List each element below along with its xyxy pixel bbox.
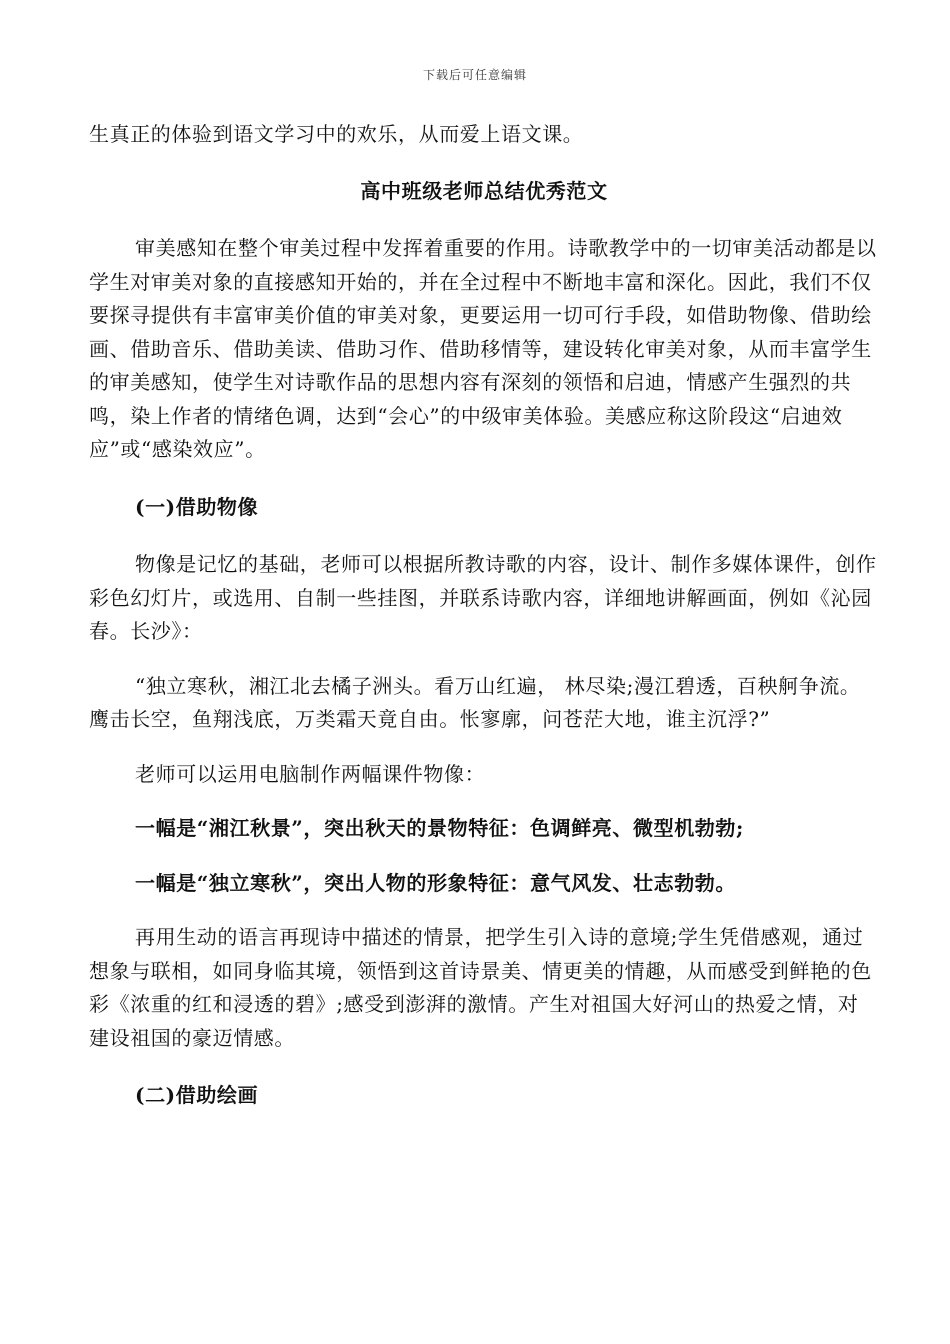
paragraph-aesthetic-perception: 审美感知在整个审美过程中发挥着重要的作用。诗歌教学中的一切审美活动都是以学生对审美对象的直接感知开始的，并在全过程中不断地丰富和深化。因此，我们不仅要探寻提供有丰富审美价值的审美对象，更要运用一切可行手段，如借助物像、借助绘画、借助音乐、借助美读、借助习作、借助移情等，建设转化审美对象，从而丰富学生的审美感知，使学生对诗歌作品的思想内容有深刻的领悟和启迪，情感产生强烈的共鸣，染上作者的情绪色调，达到“会心”的中级审美体验。美感应称这阶段这“启迪效应”或“感染效应”。	[89, 236, 877, 461]
paragraph-vivid-language: 再用生动的语言再现诗中描述的情景，把学生引入诗的意境;学生凭借感观，通过想象与联相，如同身临其境，领悟到这首诗景美、情更美的情趣，从而感受到鲜艳的色彩《浓重的红和浸透的碧》;感受到澎湃的激情。产生对祖国大好河山的热爱之情，对建设祖国的豪迈情感。	[89, 925, 872, 1050]
paragraph-objects: 物像是记忆的基础，老师可以根据所教诗歌的内容，设计、制作多媒体课件，创作彩色幻灯片，或选用、自制一些挂图，并联系诗歌内容，详细地讲解画面，例如《沁园春。长沙》：	[89, 552, 877, 643]
document-body	[89, 118, 879, 1113]
poem-quote: “独立寒秋，湘江北去橘子洲头。看万山红遍， 林尽染;漫江碧透，百秧舸争流。鹰击长空，鱼翔浅底，万类霜天竟自由。怅寥廓，问苍茫大地，谁主沉浮?”	[89, 673, 861, 731]
document-title: 高中班级老师总结优秀范文	[360, 178, 608, 203]
paragraph-courseware: 老师可以运用电脑制作两幅课件物像：	[135, 761, 486, 786]
section-heading-objects: (一)借助物像	[135, 494, 259, 519]
section-heading-painting: (二)借助绘画	[135, 1083, 259, 1107]
bold-line-standing-alone: 一幅是“独立寒秋”，突出人物的形象特征：意气风发、壮志勃勃。	[135, 870, 737, 895]
bold-line-autumn-scene: 一幅是“湘江秋景”，突出秋天的景物特征：色调鲜亮、微型机勃勃;	[135, 816, 744, 840]
intro-tail-paragraph: 生真正的体验到语文学习中的欢乐，从而爱上语文课。	[89, 122, 584, 146]
page-header: 下载后可任意编辑	[422, 68, 527, 82]
